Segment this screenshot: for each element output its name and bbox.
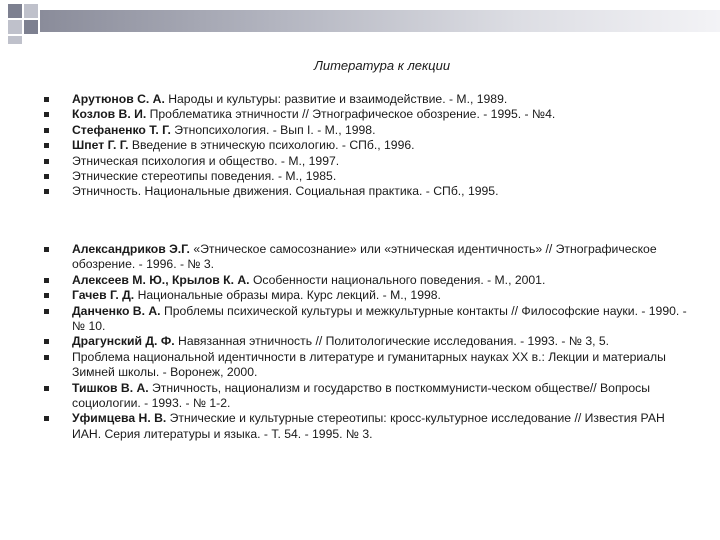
list-item [0,138,720,153]
reference-text: Навязанная этничность // Политологические исследования. - 1993. - № 3, 5. [174,334,610,349]
list-item [0,411,720,442]
list-item [0,242,720,273]
bibliography-list-1 [0,92,720,200]
deco-square [8,20,22,34]
square-bullet-icon [44,159,49,164]
reference-text: «Этническое самосознание» или «этническая идентичность» // Этнографическое обозрение. - 1996. - № 3. [72,242,657,272]
bibliography-list-2 [0,242,720,442]
reference-text: Этничность. Национальные движения. Социальная практика. - СПб., 1995. [72,184,499,199]
reference-author: Арутюнов С. А. [72,92,165,106]
square-bullet-icon [44,128,49,133]
list-item [0,381,720,412]
reference-author: Стефаненко Т. Г. [72,122,171,137]
list-item [0,350,720,381]
deco-square [8,4,22,18]
square-bullet-icon [44,416,49,421]
list-item [0,123,720,138]
reference-text: Национальные образы мира. Курс лекций. - М., 1998. [134,288,441,303]
square-bullet-icon [44,309,49,314]
reference-author: Тишков В. А. [72,380,149,395]
reference-text: Проблемы психической культуры и межкультурные контакты // Философские науки. - 1990. - № 10. [72,303,687,334]
list-item [0,107,720,122]
reference-author: Гачев Г. Д. [72,288,135,303]
square-bullet-icon [44,278,49,283]
deco-square [24,4,38,18]
deco-square [24,20,38,34]
reference-text: Введение в этническую психологию. - СПб., 1996. [128,138,415,153]
square-bullet-icon [44,112,49,117]
list-item [0,334,720,349]
list-item [0,288,720,303]
deco-square [8,36,22,44]
square-bullet-icon [44,293,49,298]
reference-text: Народы и культуры: развитие и взаимодействие. - М., 1989. [164,92,508,106]
page-title: Литература к лекции [313,58,451,73]
reference-text: Этнические и культурные стереотипы: кросс-культурное исследование // Известия РАН ИАН. Серия литературы и языка. - Т. 54. - 1995. № 3. [72,411,665,441]
square-bullet-icon [44,247,49,252]
list-item [0,154,720,169]
reference-text: Этничность, национализм и государство в посткоммунисти-ческом обществе// Вопросы социологии. - 1993. - № 1-2. [72,380,650,411]
header-band [40,10,720,32]
reference-author: Шпет Г. Г. [72,138,129,153]
reference-text: Проблематика этничности // Этнографическое обозрение. - 1995. - №4. [146,107,556,122]
list-item [0,273,720,288]
reference-author: Уфимцева Н. В. [72,411,167,426]
square-bullet-icon [44,189,49,194]
square-bullet-icon [44,339,49,344]
list-item [0,184,720,199]
reference-text: Этнопсихология. - Вып I. - М., 1998. [170,122,376,137]
list-item [0,304,720,335]
reference-text: Особенности национального поведения. - М., 2001. [249,272,546,287]
reference-text: Этнические стереотипы поведения. - М., 1985. [72,169,337,184]
square-bullet-icon [44,355,49,360]
reference-author: Козлов В. И. [72,107,147,122]
square-bullet-icon [44,143,49,148]
square-bullet-icon [44,174,49,179]
reference-author: Александриков Э.Г. [72,242,190,256]
square-bullet-icon [44,97,49,102]
reference-author: Данченко В. А. [72,303,161,318]
square-bullet-icon [44,386,49,391]
reference-author: Драгунский Д. Ф. [72,334,175,349]
reference-text: Проблема национальной идентичности в литературе и гуманитарных науках ХХ в.: Лекции и материалы Зимней школы. - Воронеж, 2000. [72,349,666,380]
list-item [0,169,720,184]
reference-author: Алексеев М. Ю., Крылов К. А. [72,272,250,287]
reference-text: Этническая психология и общество. - М., 1997. [72,153,340,168]
list-item [0,92,720,107]
